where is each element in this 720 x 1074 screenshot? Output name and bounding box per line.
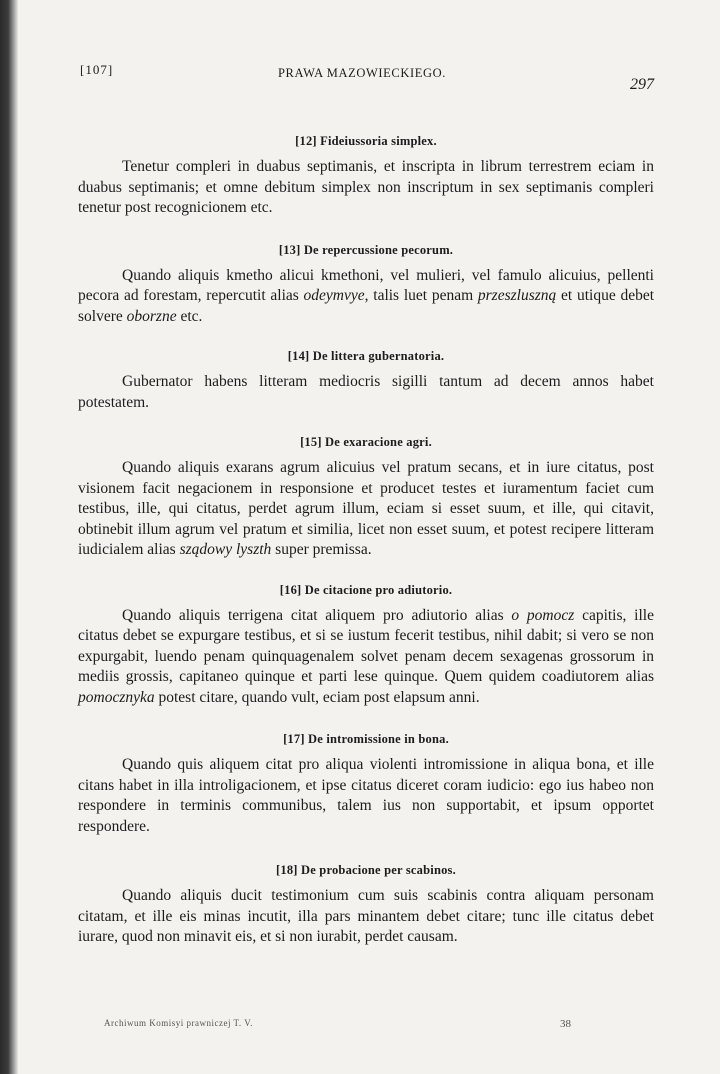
polish-gloss: o pomocz xyxy=(511,606,575,624)
text-run: Quando aliquis terrigena citat aliquem pro adiutorio alias xyxy=(122,606,512,624)
section-number: [18] xyxy=(276,863,298,877)
text-run: potest citare, quando vult, eciam post elapsum anni. xyxy=(154,688,480,706)
text-run: Tenetur compleri in duabus septimanis, et inscripta in librum terrestrem eciam in duabus septimanis; et omne debitum simplex non inscriptum in sex septimanis compleri tenetur post recognicionem etc. xyxy=(78,158,654,216)
section-heading xyxy=(78,435,654,450)
section-text xyxy=(78,755,654,837)
text-run: etc. xyxy=(176,307,203,325)
page-footer xyxy=(104,1018,604,1032)
polish-gloss: pomocznyka xyxy=(78,688,155,706)
section-title: De probacione per scabinos. xyxy=(301,863,456,877)
polish-gloss: odeymvye xyxy=(303,287,365,304)
section-15 xyxy=(78,435,654,561)
section-18 xyxy=(78,863,654,948)
section-number: [13] xyxy=(278,242,301,257)
section-text xyxy=(78,606,654,709)
section-heading xyxy=(78,583,654,598)
polish-gloss: przeszluszną xyxy=(477,287,557,304)
section-heading xyxy=(78,134,654,149)
polish-gloss: oborzne xyxy=(126,307,177,325)
section-title: De citacione pro adiutorio. xyxy=(304,582,453,597)
section-title: De repercussione pecorum. xyxy=(303,242,454,257)
footer-imprint: Archiwum Komisyi prawniczej T. V. xyxy=(104,1018,253,1028)
text-run: et utique debet solvere xyxy=(78,287,655,325)
section-heading xyxy=(78,732,654,747)
book-binding-edge xyxy=(0,0,18,1074)
section-text xyxy=(78,157,654,219)
section-title: De littera gubernatoria. xyxy=(312,349,445,363)
section-text xyxy=(78,266,654,328)
section-number: [12] xyxy=(295,134,317,148)
section-heading xyxy=(78,349,654,364)
section-number: [17] xyxy=(283,732,305,746)
section-number: [16] xyxy=(279,582,302,597)
section-heading xyxy=(78,863,654,878)
polish-gloss: sządowy lyszth xyxy=(179,541,272,558)
section-title: De exaracione agri. xyxy=(325,435,432,449)
text-run: Quando aliquis ducit testimonium cum suis scabinis contra aliquam personam citatam, et ille eis minas incutit, illa pars minantem debet citare; tunc ille citatus debet iurare, quod non minavit eis, et si non iurabit, perdet causam. xyxy=(78,887,654,945)
section-number: [14] xyxy=(287,349,310,363)
running-title: PRAWA MAZOWIECKIEGO. xyxy=(278,66,446,80)
section-title: Fideiussoria simplex. xyxy=(320,134,437,148)
page-header xyxy=(78,58,654,92)
document-page xyxy=(78,58,654,948)
section-title: De intromissione in bona. xyxy=(308,732,449,746)
signature-mark: 38 xyxy=(560,1018,571,1030)
text-run: Gubernator habens litteram mediocris sigilli tantum ad decem annos habet potestatem. xyxy=(78,373,654,411)
section-16 xyxy=(78,583,654,709)
section-14 xyxy=(78,349,654,413)
page-number: 297 xyxy=(630,76,654,93)
section-17 xyxy=(78,732,654,837)
section-heading xyxy=(78,243,654,258)
original-page-number: [107] xyxy=(80,62,114,77)
section-number: [15] xyxy=(300,435,322,449)
text-run: Quando quis aliquem citat pro aliqua violenti intromissione in aliqua bona, et ille citans habet in illa introligacionem, et ipse citatus diceret coram iudicio: ego ius habeo non respondere in terminis communibus, talem ius non supportabit, et ipsum opportet respondere. xyxy=(78,756,654,835)
section-13 xyxy=(78,243,654,328)
text-run: Quando aliquis exarans agrum alicuius vel pratum secans, et in iure citatus, post visionem facit negacionem in responsione et producet testes et iuramentum faciet cum testibus, ille, qui citatus, perdet agrum illum, eciam si esset suum, et ille, qui citavit, obtinebit illum agrum vel pratum et similia, licet non esset suum, et potest recipere litteram iudicialem alias xyxy=(78,459,654,558)
section-text xyxy=(78,372,654,413)
text-run: capitis, ille citatus debet se expurgare testibus, et si se iustum fecerit testibus, nihil dabit; si vero se non expurgabit, luendo penam quinquagenalem solvet penam decem sexagenas grossorum in mediis grossis, capitaneo quinque et parti lese quinque. Quem quidem coadiutorem alias xyxy=(78,606,654,685)
section-text xyxy=(78,458,654,561)
text-run: Quando aliquis kmetho alicui kmethoni, vel mulieri, vel famulo alicuius, pellenti pecora ad forestam, repercutit alias xyxy=(78,266,654,304)
section-text xyxy=(78,886,654,948)
text-run: , talis luet penam xyxy=(364,287,478,304)
text-run: super premissa. xyxy=(271,541,372,558)
section-12 xyxy=(78,134,654,219)
